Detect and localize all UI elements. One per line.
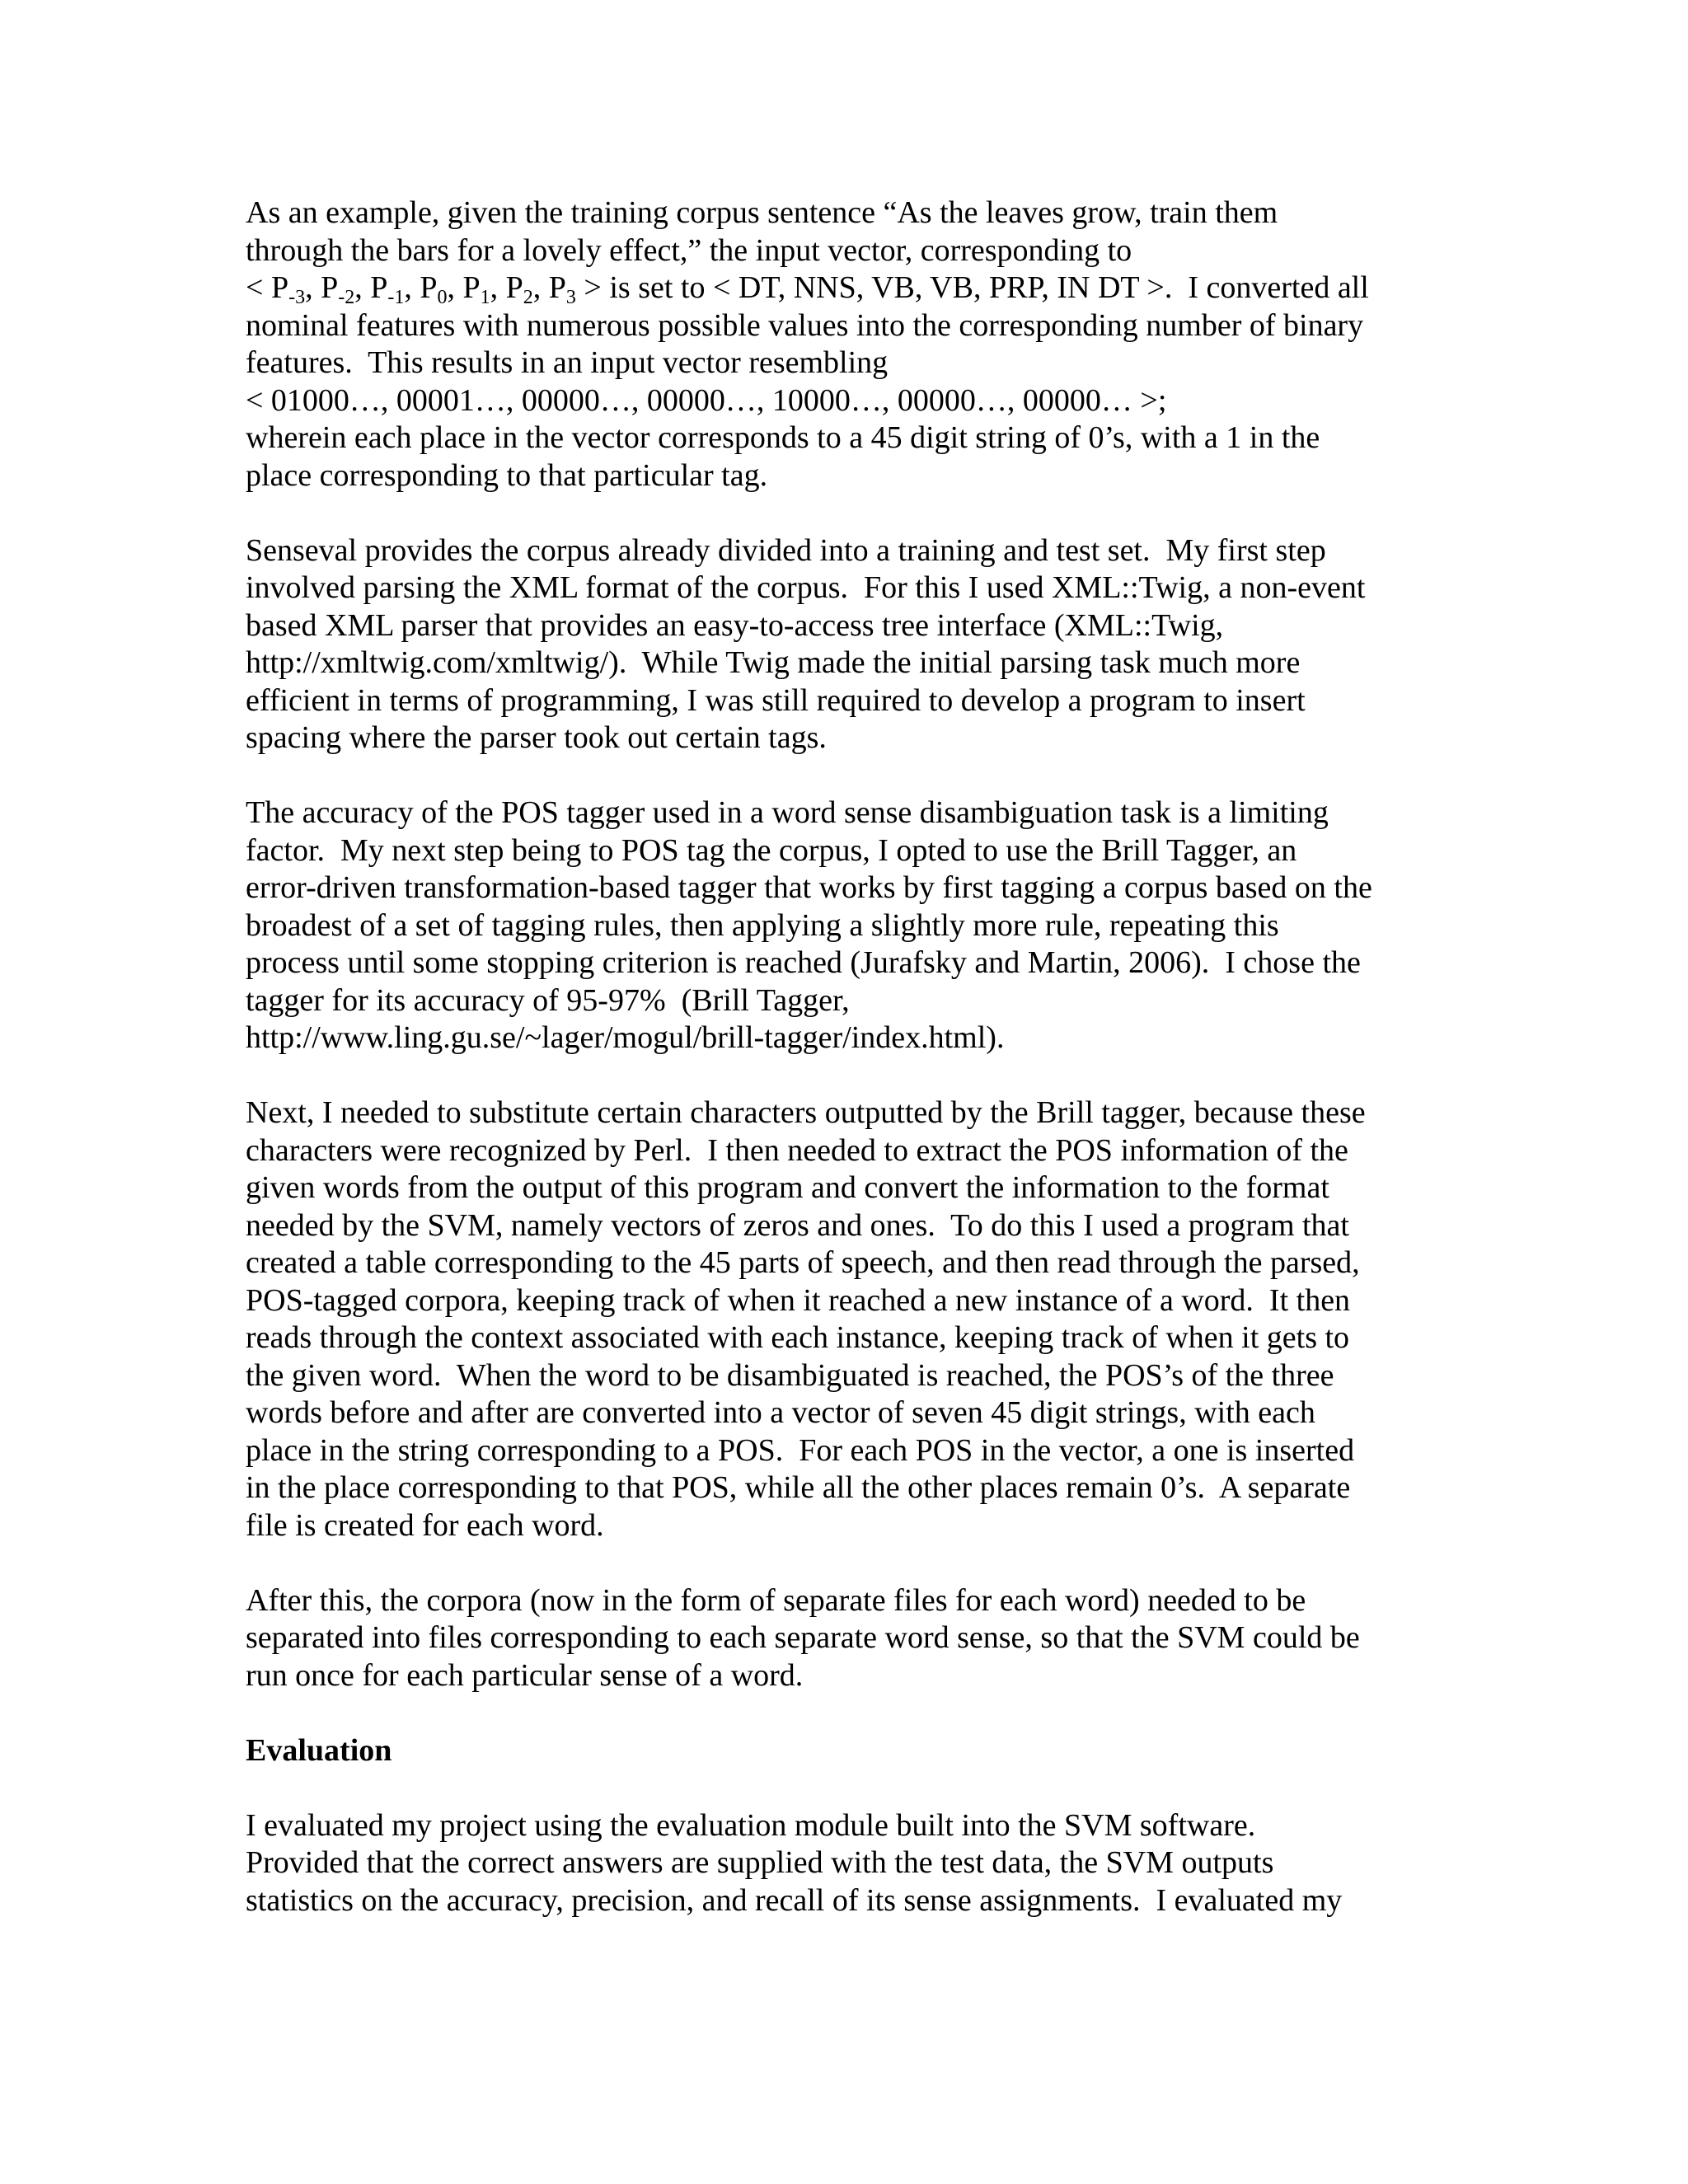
vector-item: $P_1$, [462,270,506,308]
text-line: POS-tagged corpora, keeping track of when it reached a new instance of a word. It then [246,1282,1351,1318]
paragraph-example [246,194,1465,494]
vector-tail: > is set to < DT, NNS, VB, VB, PRP, IN DT >. I converted all [575,270,1369,305]
text-line: place in the string corresponding to a POS. For each POS in the vector, a one is inserted [246,1432,1355,1468]
text-line: http://www.ling.gu.se/~lager/mogul/brill-tagger/index.html). [246,1020,1005,1055]
text-line: I evaluated my project using the evaluation module built into the SVM software. [246,1807,1256,1843]
text-line: error-driven transformation-based tagger that works by first tagging a corpus based on the [246,870,1372,905]
document-page [246,194,1465,1957]
text-line: spacing where the parser took out certain tags. [246,720,827,755]
text-line: < 01000…, 00001…, 00000…, 00000…, 10000…, 00000…, 00000… >; [246,382,1167,418]
text-line: created a table corresponding to the 45 parts of speech, and then read through the parsed, [246,1245,1360,1280]
text-line: After this, the corpora (now in the form of separate files for each word) needed to be [246,1582,1306,1618]
paragraph-pos-tagger [246,794,1465,1057]
text-line: words before and after are converted into a vector of seven 45 digit strings, with each [246,1395,1315,1430]
text-line: in the place corresponding to that POS, while all the other places remain 0’s. A separate [246,1470,1351,1505]
text-line: file is created for each word. [246,1507,604,1543]
paragraph-evaluation [246,1807,1465,1920]
text-line: reads through the context associated with each instance, keeping track of when it gets to [246,1320,1350,1355]
vector-item: $P_{-2}$, [321,270,371,308]
text-line: As an example, given the training corpus sentence “As the leaves grow, train them [246,195,1278,230]
text-line: tagger for its accuracy of 95-97% (Brill Tagger, [246,982,850,1018]
text-line: given words from the output of this program and convert the information to the format [246,1170,1329,1205]
vector-item: $P_{-1}$, [370,270,420,308]
vector-item: $P_3$ [548,270,576,308]
text-line: nominal features with numerous possible values into the corresponding number of binary [246,307,1364,343]
paragraph-senseval [246,532,1465,757]
text-line: separated into files corresponding to each separate word sense, so that the SVM could be [246,1620,1360,1655]
text-line: the given word. When the word to be disambiguated is reached, the POS’s of the three [246,1357,1334,1393]
text-line: broadest of a set of tagging rules, then applying a slightly more rule, repeating this [246,907,1279,943]
text-line: place corresponding to that particular tag. [246,457,768,493]
text-line: The accuracy of the POS tagger used in a word sense disambiguation task is a limiting [246,795,1329,830]
section-heading: Evaluation [246,1732,392,1768]
text-line: http://xmltwig.com/xmltwig/). While Twig made the initial parsing task much more [246,645,1301,680]
text-line: through the bars for a lovely effect,” the input vector, corresponding to [246,232,1132,268]
vector-item: $P_{-3}$, [270,270,321,308]
text-line: Next, I needed to substitute certain characters outputted by the Brill tagger, because these [246,1095,1366,1130]
text-line: Provided that the correct answers are supplied with the test data, the SVM outputs [246,1845,1274,1880]
text-line: run once for each particular sense of a word. [246,1657,804,1693]
vector-line [246,269,1465,307]
text-line: characters were recognized by Perl. I then needed to extract the POS information of the [246,1132,1348,1168]
text-line: wherein each place in the vector corresponds to a 45 digit string of 0’s, with a 1 in the [246,420,1320,455]
text-line: involved parsing the XML format of the corpus. For this I used XML::Twig, a non-event [246,570,1366,605]
text-line: factor. My next step being to POS tag the corpus, I opted to use the Brill Tagger, an [246,832,1297,868]
text-line: efficient in terms of programming, I was still required to develop a program to insert [246,682,1306,718]
text-line: needed by the SVM, namely vectors of zeros and ones. To do this I used a program that [246,1207,1349,1243]
vector-item: $P_0$, [420,270,463,308]
text-line: statistics on the accuracy, precision, and recall of its sense assignments. I evaluated my [246,1882,1343,1918]
text-line: process until some stopping criterion is reached (Jurafsky and Martin, 2006). I chose the [246,945,1361,980]
paragraph-substitution [246,1094,1465,1544]
vector-open: < [246,270,271,305]
vector-item: $P_2$, [505,270,549,308]
text-line: Senseval provides the corpus already divided into a training and test set. My first step [246,532,1326,568]
text-line: features. This results in an input vector resembling [246,345,889,380]
text-line: based XML parser that provides an easy-to-access tree interface (XML::Twig, [246,607,1224,643]
paragraph-separation [246,1582,1465,1695]
